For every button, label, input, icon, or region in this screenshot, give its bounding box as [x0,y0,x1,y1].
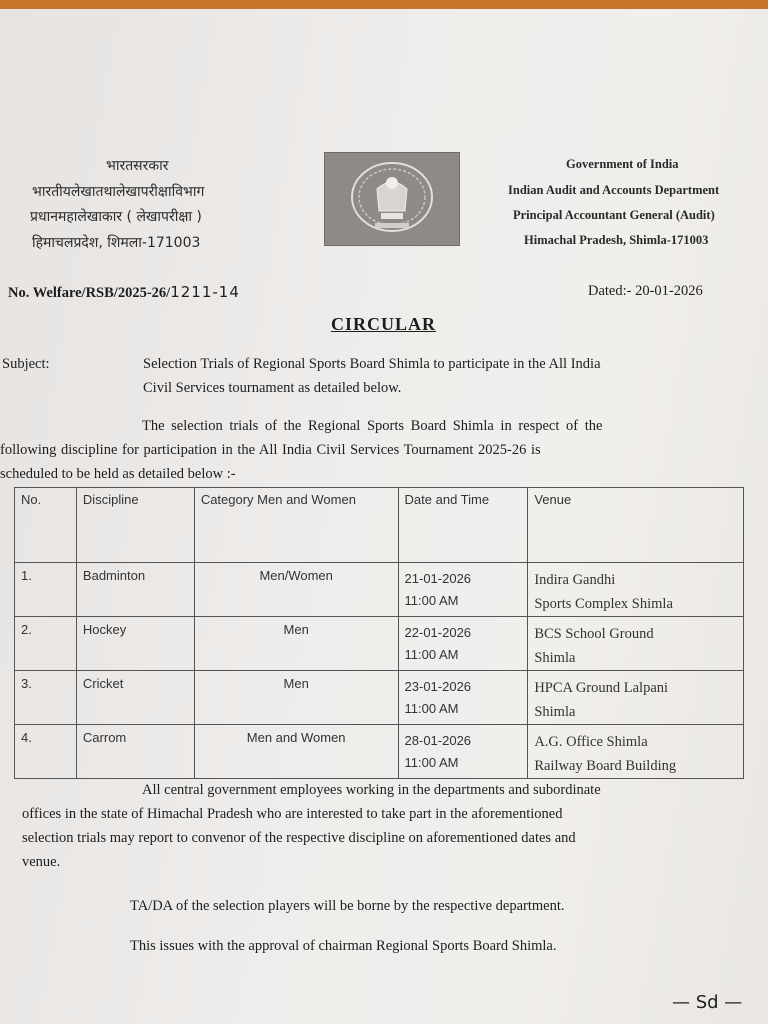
table-row [15,725,744,779]
row-date: 28-01-2026 [404,733,472,748]
hindi-header-line-4: हिमाचलप्रदेश, शिमला-171003 [32,235,201,251]
header-venue: Venue [528,488,744,563]
reference-prefix: No. Welfare/RSB/2025-26/ [8,285,171,301]
intro-line-2: following discipline for participation in the All India Civil Services Tournament 2025-26 is [0,442,541,458]
row-discipline: Carrom [76,725,194,779]
row-date-time [398,563,528,617]
hindi-header-line-1: भारतसरकार [106,158,169,174]
reference-number [8,283,240,302]
row-venue-line-2: Shimla [534,704,576,720]
paragraph-line-1: All central government employees working in the departments and subordinate [142,782,601,798]
circular-title: CIRCULAR [331,314,437,334]
row-venue-line-2: Sports Complex Shimla [534,596,673,612]
header-discipline: Discipline [76,488,194,563]
row-discipline: Badminton [76,563,194,617]
row-venue [528,671,744,725]
row-time: 11:00 AM [404,755,459,770]
subject-line-1: Selection Trials of Regional Sports Board Shimla to participate in the All India [143,356,601,372]
row-venue [528,725,744,779]
english-header-line-1: Government of India [566,157,679,171]
row-category: Men/Women [194,563,398,617]
row-number: 2. [15,617,77,671]
row-time: 11:00 AM [404,593,459,608]
emblem-logo [324,152,460,246]
row-venue-line-1: HPCA Ground Lalpani [534,680,669,696]
english-header-line-2: Indian Audit and Accounts Department [508,183,720,197]
approval-note: This issues with the approval of chairman Regional Sports Board Shimla. [130,938,557,954]
intro-line-1: The selection trials of the Regional Sports Board Shimla in respect of the [142,418,603,434]
row-time: 11:00 AM [404,701,459,716]
row-category: Men [194,617,398,671]
signature-sd: — Sd — [672,992,743,1013]
row-venue [528,617,744,671]
paragraph-line-3: selection trials may report to convenor of the respective discipline on aforementioned dates and [22,830,576,846]
row-discipline: Cricket [76,671,194,725]
header-no: No. [15,488,77,563]
emblem-icon [325,153,459,245]
row-venue [528,563,744,617]
intro-line-3: scheduled to be held as detailed below :- [0,466,236,482]
hindi-header-line-2: भारतीयलेखातथालेखापरीक्षाविभाग [32,184,205,200]
circular-date: Dated:- 20-01-2026 [588,283,703,299]
row-number: 3. [15,671,77,725]
tada-note: TA/DA of the selection players will be borne by the respective department. [130,898,565,914]
handwritten-number: 1211-14 [170,283,240,301]
paragraph-line-4: venue. [22,854,61,870]
row-time: 11:00 AM [404,647,459,662]
paragraph-line-2: offices in the state of Himachal Pradesh who are interested to take part in the aforementioned [22,806,563,822]
header-category: Category Men and Women [194,488,398,563]
row-date: 22-01-2026 [404,625,472,640]
row-number: 4. [15,725,77,779]
row-date-time [398,671,528,725]
row-venue-line-1: BCS School Ground [534,626,654,642]
table-header-row [15,488,744,563]
row-venue-line-2: Railway Board Building [534,758,677,774]
row-discipline: Hockey [76,617,194,671]
row-date-time [398,725,528,779]
row-venue-line-2: Shimla [534,650,576,666]
subject-label: Subject: [2,356,50,372]
page-top-edge [0,0,768,9]
row-date: 23-01-2026 [404,679,472,694]
row-venue-line-1: Indira Gandhi [534,572,616,588]
table-row [15,563,744,617]
row-date: 21-01-2026 [404,571,472,586]
row-number: 1. [15,563,77,617]
row-venue-line-1: A.G. Office Shimla [534,734,648,750]
row-date-time [398,617,528,671]
row-category: Men [194,671,398,725]
table-row [15,671,744,725]
header-date-time: Date and Time [398,488,528,563]
row-category: Men and Women [194,725,398,779]
subject-line-2: Civil Services tournament as detailed below. [143,380,402,396]
table-row [15,617,744,671]
selection-trials-table [14,487,744,779]
hindi-header-line-3: प्रधानमहालेखाकार ( लेखापरीक्षा ) [30,209,202,225]
english-header-line-4: Himachal Pradesh, Shimla-171003 [524,233,709,247]
english-header-line-3: Principal Accountant General (Audit) [513,208,715,222]
